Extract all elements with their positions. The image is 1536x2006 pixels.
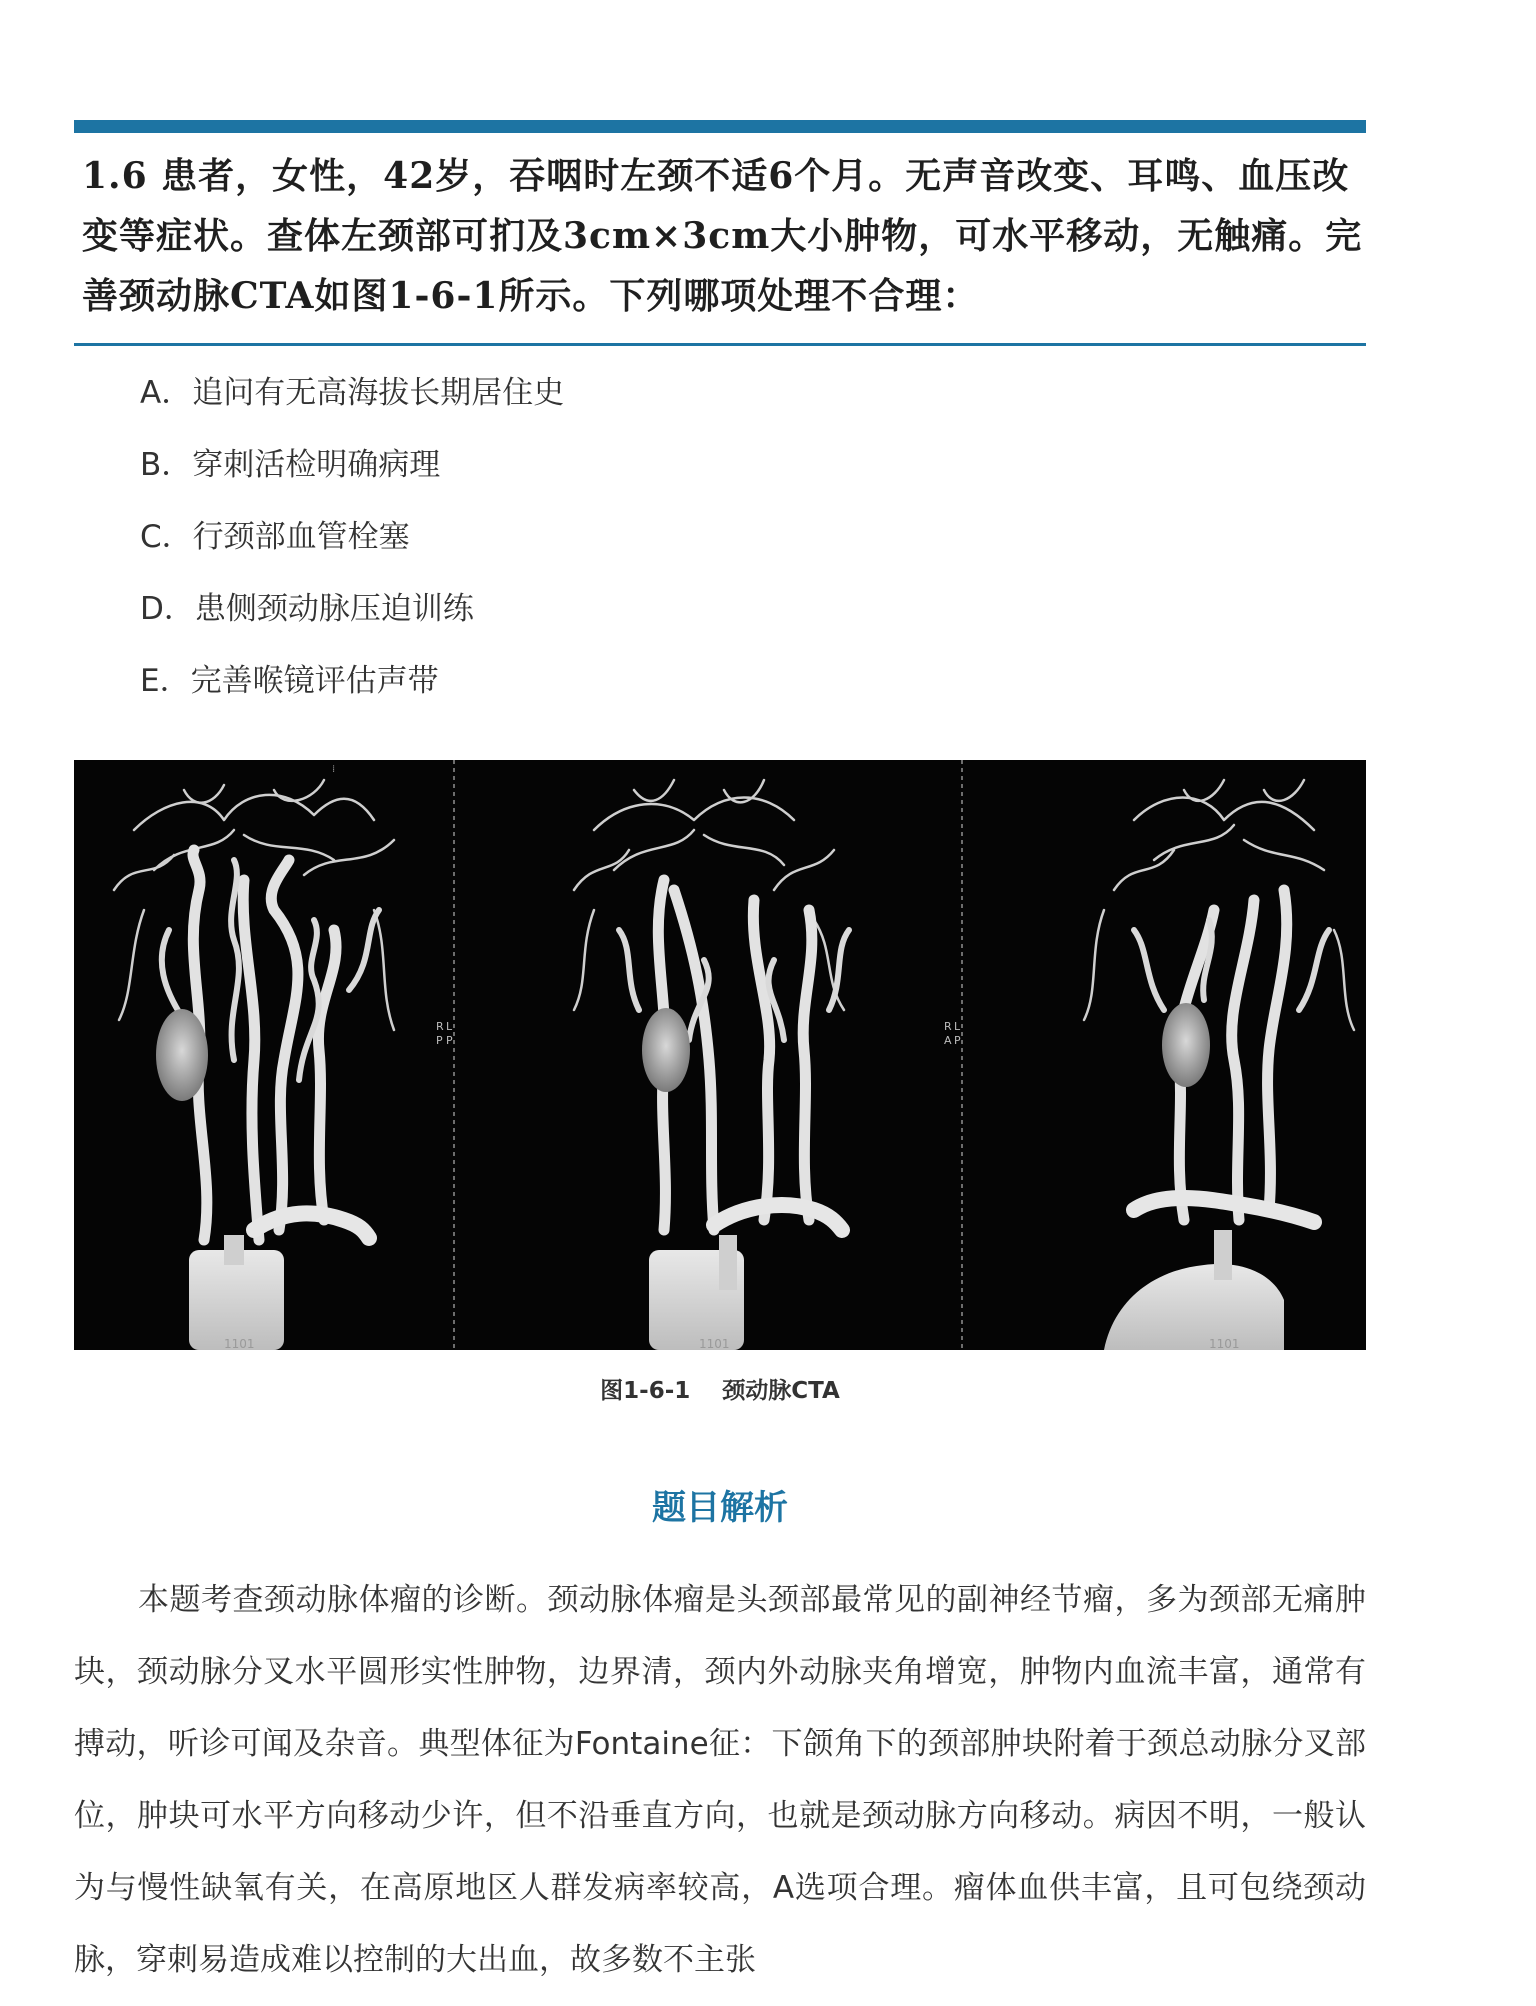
analysis-paragraph: 本题考查颈动脉体瘤的诊断。颈动脉体瘤是头颈部最常见的副神经节瘤，多为颈部无痛肿块，颈动脉分叉水平圆形实性肿物，边界清，颈内外动脉夹角增宽，肿物内血流丰富，通常有搏动，听诊可闻及杂音。典型体征为Fontaine征：下颌角下的颈部肿块附着于颈总动脉分叉部位，肿块可水平方向移动少许，但不沿垂直方向，也就是颈动脉方向移动。病因不明，一般认为与慢性缺氧有关，在高原地区人群发病率较高，A选项合理。瘤体血供丰富，且可包绕颈动脉，穿刺易造成难以控制的大出血，故多数不主张: [74, 1582, 1366, 1978]
cta-image: [74, 760, 1366, 1350]
option-text: 穿刺活检明确病理: [192, 447, 441, 483]
option-letter: B．: [140, 447, 193, 483]
answer-options: [140, 366, 564, 726]
orient-left-2: A: [944, 1034, 952, 1047]
option-text: 完善喉镜评估声带: [190, 663, 439, 699]
orient-right-2: P: [446, 1034, 453, 1047]
option-letter: A．: [140, 375, 193, 411]
option-letter: D．: [140, 591, 195, 627]
option-text: 追问有无高海拔长期居住史: [192, 375, 565, 411]
option-e[interactable]: [140, 654, 564, 726]
tumor-mass: [156, 1009, 208, 1101]
option-b[interactable]: [140, 438, 564, 510]
option-c[interactable]: [140, 510, 564, 582]
orient-left: R: [436, 1020, 444, 1033]
option-d[interactable]: [140, 582, 564, 654]
panel-label: 1101: [1209, 1337, 1240, 1350]
orient-right: L: [446, 1020, 453, 1033]
panel-label: 1101: [699, 1337, 730, 1350]
tumor-mass: [1162, 1003, 1210, 1087]
question-rule: [74, 343, 1366, 346]
orient-right-2: P: [954, 1034, 961, 1047]
orient-left: R: [944, 1020, 952, 1033]
top-rule: [74, 120, 1366, 133]
panel-label: 1101: [224, 1337, 255, 1350]
option-text: 行颈部血管栓塞: [192, 519, 410, 555]
figure-caption: 图1-6-1 颈动脉CTA: [600, 1378, 840, 1404]
option-a[interactable]: [140, 366, 564, 438]
question-stem: 1.6 患者，女性，42岁，吞咽时左颈不适6个月。无声音改变、耳鸣、血压改变等症状。查体左颈部可扪及3cm×3cm大小肿物，可水平移动，无触痛。完善颈动脉CTA如图1-6-1所示。下列哪项处理不合理：: [82, 155, 1363, 317]
orient-right: L: [954, 1020, 961, 1033]
analysis-title: 题目解析: [652, 1488, 788, 1528]
option-text: 患侧颈动脉压迫训练: [194, 591, 474, 627]
option-letter: E．: [140, 663, 191, 699]
tumor-mass: [642, 1008, 690, 1092]
cta-figure: [74, 760, 1366, 1350]
scale-mark: ⁞: [332, 764, 336, 775]
orient-left-2: P: [436, 1034, 443, 1047]
option-letter: C．: [140, 519, 193, 555]
